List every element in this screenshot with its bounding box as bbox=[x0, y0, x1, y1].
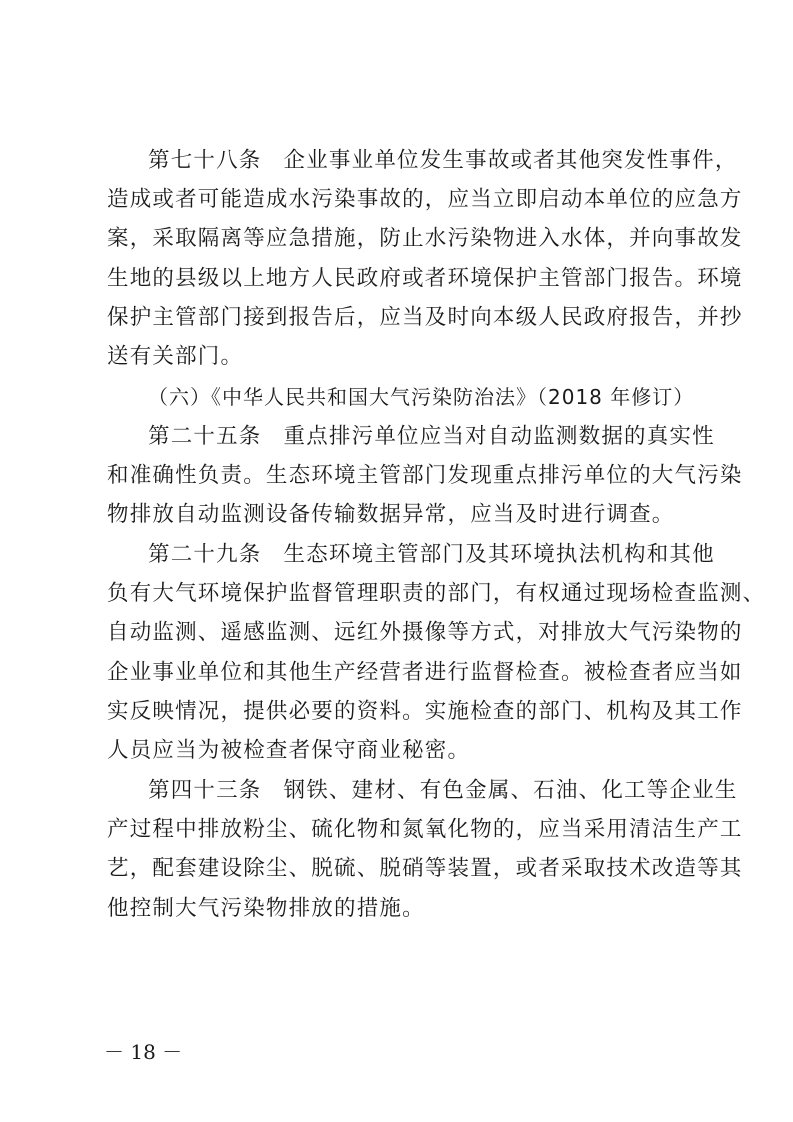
article-29-text: 生态环境主管部门及其环境执法机构和其他 bbox=[283, 542, 715, 567]
article-43-first-line bbox=[148, 771, 738, 811]
article-25-line: 物排放自动监测设备传输数据异常，应当及时进行调查。 bbox=[107, 502, 675, 527]
article-29-line: 企业事业单位和其他生产经营者进行监督检查。被检查者应当如 bbox=[107, 660, 743, 685]
article-29-first-line bbox=[148, 535, 715, 575]
article-25-title: 第二十五条 bbox=[148, 424, 262, 449]
article-29-title: 第二十九条 bbox=[148, 542, 262, 567]
article-29-line: 负有大气环境保护监督管理职责的部门，有权通过现场检查监测、 bbox=[107, 581, 766, 606]
article-43-line: 他控制大气污染物排放的措施。 bbox=[107, 896, 425, 921]
article-78-line: 案，采取隔离等应急措施，防止水污染物进入水体，并向事故发 bbox=[107, 226, 743, 251]
article-78-first-line bbox=[148, 141, 738, 181]
article-25-text: 重点排污单位应当对自动监测数据的真实性 bbox=[283, 424, 715, 449]
article-78-line: 生地的县级以上地方人民政府或者环境保护主管部门报告。环境 bbox=[107, 266, 743, 291]
section-heading-air-pollution-law: （六）《中华人民共和国大气污染防治法》（2018 年修订） bbox=[148, 385, 695, 409]
article-78-line: 造成或者可能造成水污染事故的，应当立即启动本单位的应急方 bbox=[107, 187, 743, 212]
article-43-line: 产过程中排放粉尘、硫化物和氮氧化物的，应当采用清洁生产工 bbox=[107, 817, 743, 842]
article-25-first-line bbox=[148, 417, 715, 457]
article-43-title: 第四十三条 bbox=[148, 778, 262, 803]
article-78-line: 送有关部门。 bbox=[107, 344, 244, 369]
article-78-text: 企业事业单位发生事故或者其他突发性事件， bbox=[283, 148, 738, 173]
article-29-line: 自动监测、遥感监测、远红外摄像等方式，对排放大气污染物的 bbox=[107, 620, 743, 645]
article-29-line: 人员应当为被检查者保守商业秘密。 bbox=[107, 738, 471, 763]
article-78-title: 第七十八条 bbox=[148, 148, 262, 173]
article-78-line: 保护主管部门接到报告后，应当及时向本级人民政府报告，并抄 bbox=[107, 305, 743, 330]
article-43-line: 艺，配套建设除尘、脱硫、脱硝等装置，或者采取技术改造等其 bbox=[107, 856, 743, 881]
article-43-text: 钢铁、建材、有色金属、石油、化工等企业生 bbox=[283, 778, 738, 803]
article-25-line: 和准确性负责。生态环境主管部门发现重点排污单位的大气污染 bbox=[107, 463, 743, 488]
article-29-line: 实反映情况，提供必要的资料。实施检查的部门、机构及其工作 bbox=[107, 699, 743, 724]
page-number: － 18 － bbox=[104, 1040, 183, 1064]
